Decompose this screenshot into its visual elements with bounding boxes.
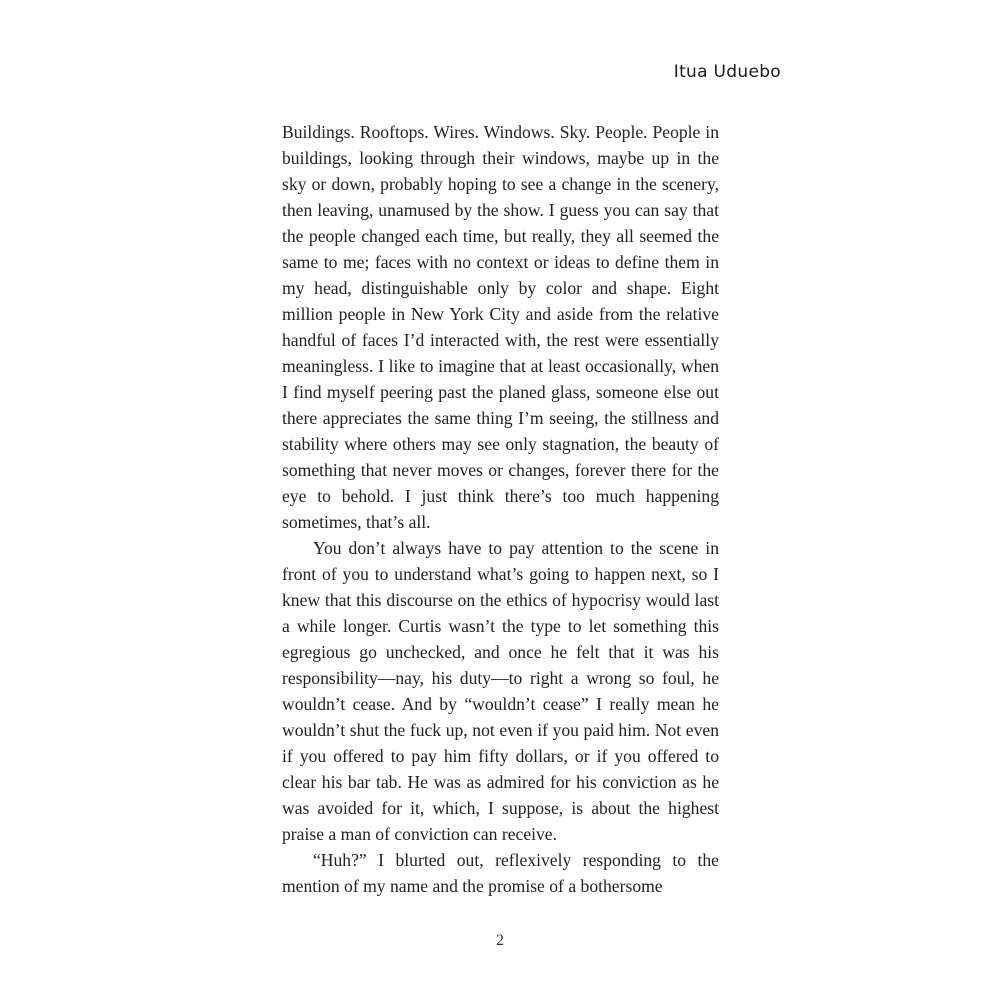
page-number: 2	[496, 932, 504, 949]
paragraph: “Huh?” I blurted out, reflexively responding to the mention of my name and the promise of a bothersome	[282, 850, 719, 896]
running-header-author: Itua Uduebo	[673, 62, 781, 82]
body-text	[282, 119, 719, 899]
paragraph: Buildings. Rooftops. Wires. Windows. Sky. People. People in buildings, looking through their windows, maybe up in the sky or down, probably hoping to see a change in the scenery, then leaving, unamused by the show. I guess you can say that the people changed each time, but really, they all seemed the same to me; faces with no context or ideas to define them in my head, distinguishable only by color and shape. Eight million people in New York City and aside from the relative handful of faces I’d interacted with, the rest were essentially meaningless. I like to imagine that at least occasionally, when I find myself peering past the planed glass, someone else out there appreciates the same thing I’m seeing, the stillness and stability where others may see only stagnation, the beauty of something that never moves or changes, forever there for the eye to behold. I just think there’s too much happening sometimes, that’s all.	[282, 122, 719, 532]
paragraph: You don’t always have to pay attention to the scene in front of you to understand what’s going to happen next, so I knew that this discourse on the ethics of hypocrisy would last a while longer. Curtis wasn’t the type to let something this egregious go unchecked, and once he felt that it was his responsibility—nay, his duty—to right a wrong so foul, he wouldn’t cease. And by “wouldn’t cease” I really mean he wouldn’t shut the fuck up, not even if you paid him. Not even if you offered to pay him fifty dollars, or if you offered to clear his bar tab. He was as admired for his conviction as he was avoided for it, which, I suppose, is about the highest praise a man of conviction can receive.	[282, 538, 719, 844]
